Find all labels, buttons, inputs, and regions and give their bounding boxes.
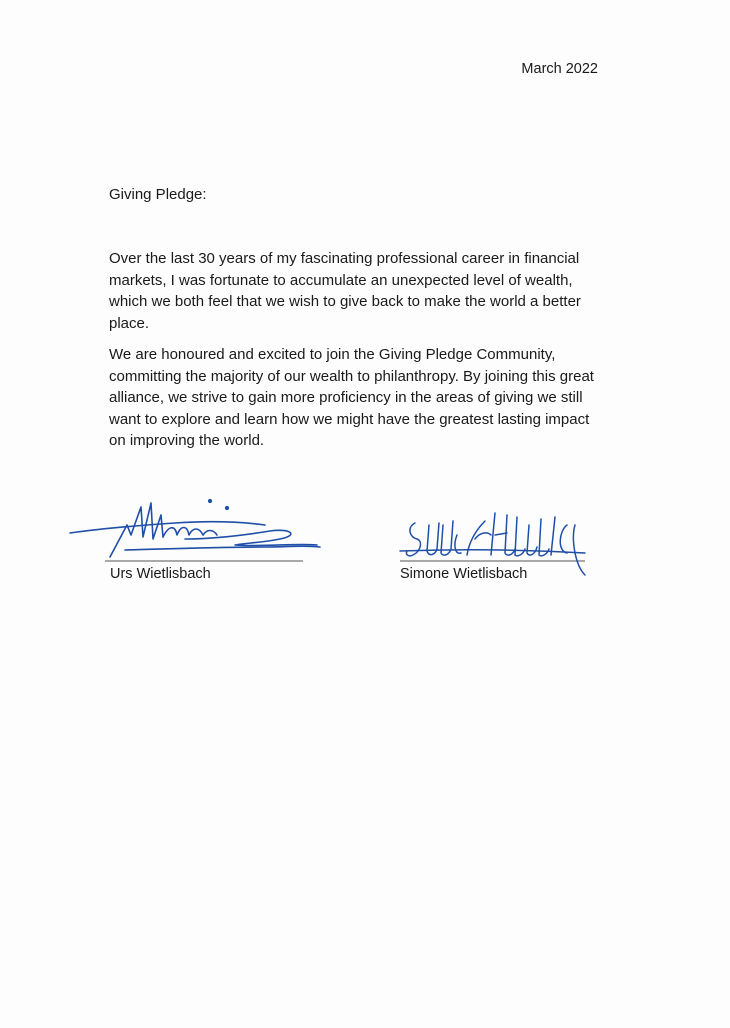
- signature-block-simone: [395, 495, 610, 590]
- salutation: Giving Pledge:: [109, 186, 207, 203]
- signatory-name: Simone Wietlisbach: [400, 566, 528, 582]
- signatory-name: Urs Wietlisbach: [110, 566, 211, 582]
- signature-block-urs: [65, 495, 335, 590]
- letter-date: March 2022: [521, 61, 598, 77]
- paragraph: We are honoured and excited to join the Giving Pledge Community, committing the majority of our wealth to philanthropy. By joining this great alliance, we strive to gain more proficiency in the areas of giving we still want to explore and learn how we might have the greatest lasting impact on improving the world.: [109, 346, 594, 449]
- paragraph: Over the last 30 years of my fascinating professional career in financial markets, I was fortunate to accumulate an unexpected level of wealth, which we both feel that we wish to give back to make the world a better place.: [109, 250, 581, 332]
- letter-body: [109, 248, 609, 462]
